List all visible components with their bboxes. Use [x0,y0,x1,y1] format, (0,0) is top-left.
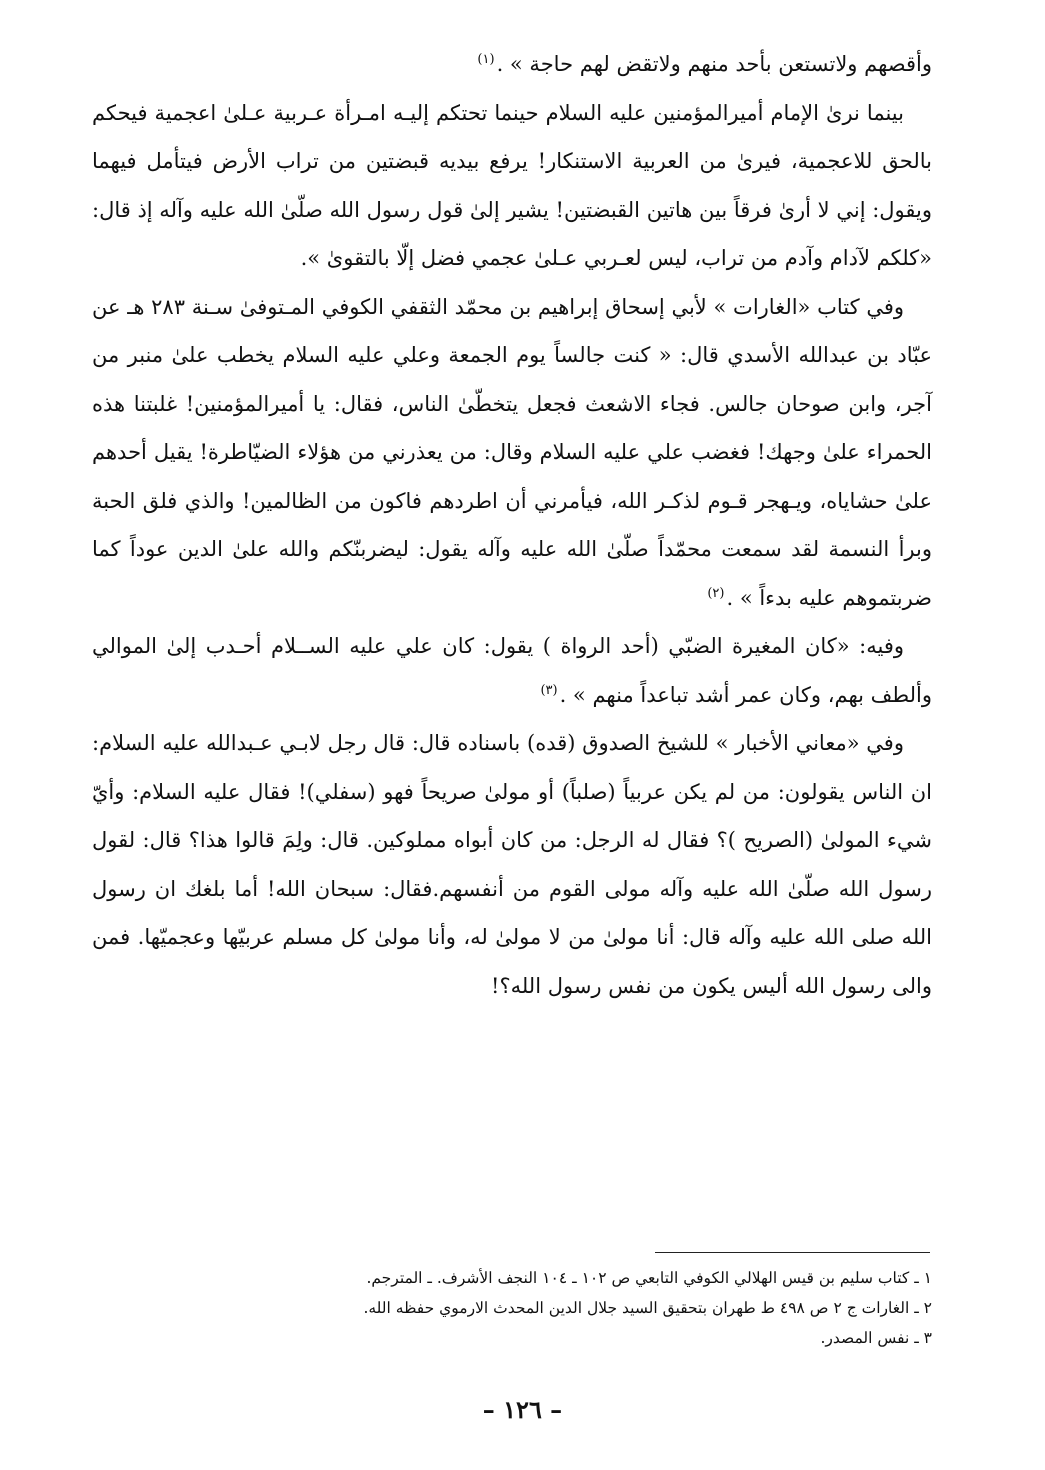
footnote-divider [655,1252,930,1253]
paragraph-3 [92,283,932,623]
footnote-ref-1: (١) [477,52,495,67]
footnote-2: ٢ ـ الغارات ج ٢ ص ٤٩٨ ط طهران بتحقيق السيد جلال الدين المحدث الارموي حفظه الله. [363,1299,932,1317]
paragraph-2 [92,89,932,283]
footnote-ref-3: (٣) [540,682,558,698]
footnote-3: ٣ ـ نفس المصدر. [820,1329,932,1347]
footnote-1: ١ ـ كتاب سليم بن قيس الهلالي الكوفي التابعي ص ١٠٢ ـ ١٠٤ النجف الأشرف. ـ المترجم. [366,1269,932,1287]
paragraph-text: وفي «معاني الأخبار » للشيخ الصدوق (قده) باسناده قال: قال رجل لابـي عـبدالله عليه السلام: ان الناس يقولون: من لم يكن عربياً (صلباً) أو مولىٰ صريحاً فهو (سفلي)! فقال عليه السلام: وأيّ شيء المولىٰ (الصريح )؟ فقال له الرجل: من كان أبواه مملوكين. قال: ولِمَ قالوا هذا؟ قال: لقول رسول الله صلّىٰ الله عليه وآله مولى القوم من أنفسهم.فقال: سبحان الله! أما بلغك ان رسول الله صلى الله عليه وآله قال: أنا مولىٰ من لا مولىٰ له، وأنا مولىٰ كل مسلم عربيّها وعجميّها. فمن والى رسول الله أليس يكون من نفس رسول الله؟! [92,731,932,998]
page-number: – ١٢٦ – [482,1395,563,1424]
footnote-ref-2: (٢) [707,585,725,601]
paragraph-5 [92,719,932,1010]
paragraph-text: وأقصهم ولاتستعن بأحد منهم ولاتقض لهم حاجة » . [496,52,932,76]
paragraph-1 [92,40,932,89]
paragraph-text: وفيه: «كان المغيرة الضبّي (أحد الرواة ) يقول: كان علي عليه الســلام أحـدب إلىٰ الموالي وألطف بهم، وكان عمر أشد تباعداً منهم » . [92,634,932,707]
paragraph-text: وفي كتاب «الغارات » لأبي إسحاق إبراهيم بن محمّد الثقفي الكوفي المـتوفىٰ سـنة ٢٨٣ هـ عن عبّاد بن عبدالله الأسدي قال: « كنت جالساً يوم الجمعة وعلي عليه السلام يخطب علىٰ منبر من آجر، وابن صوحان جالس. فجاء الاشعث فجعل يتخطّىٰ الناس، فقال: يا أميرالمؤمنين! غلبتنا هذه الحمراء علىٰ وجهك! فغضب علي عليه السلام وقال: من يعذرني من هؤلاء الضيّاطرة! يقيل أحدهم علىٰ حشاياه، ويـهجر قـوم لذكـر الله، فيأمرني أن اطردهم فاكون من الظالمين! والذي فلق الحبة وبرأ النسمة لقد سمعت محمّداً صلّىٰ الله عليه وآله يقول: ليضربنّكم والله علىٰ الدين عوداً كما ضربتموهم عليه بدءاً » . [92,294,932,610]
footnotes [92,1263,932,1353]
paragraph-text: بينما نرىٰ الإمام أميرالمؤمنين عليه السلام حينما تحتكم إليـه امـرأة عـربية عـلىٰ اعجمية فيحكم بالحق للاعجمية، فيرىٰ من العربية الاستنكار! يرفع بيديه قبضتين من تراب الأرض فيتأمل فيهما ويقول: إني لا أرىٰ فرقاً بين هاتين القبضتين! يشير إلىٰ قول رسول الله صلّىٰ الله عليه وآله إذ قال: «كلكم لآدام وآدم من تراب، ليس لعـربي عـلىٰ عجمي فضل إلّا بالتقوىٰ ». [92,100,932,270]
main-text [92,40,932,1010]
paragraph-4 [92,622,932,719]
